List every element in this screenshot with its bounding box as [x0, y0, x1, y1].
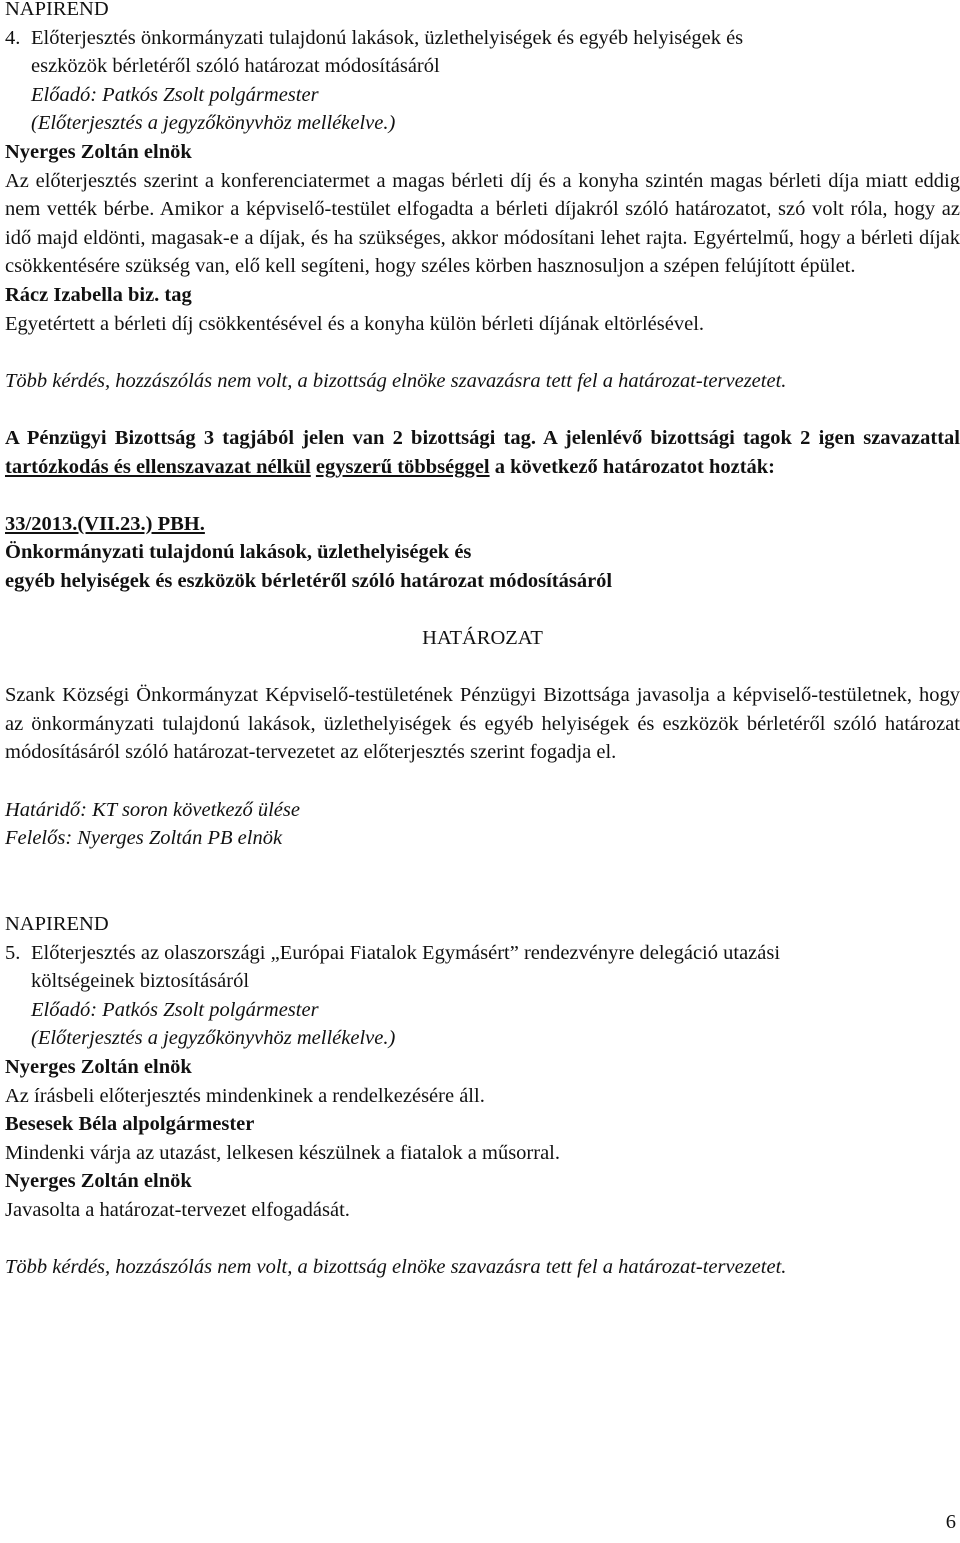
speaker-name: Rácz Izabella biz. tag — [5, 283, 192, 306]
resolution-number: 33/2013.(VII.23.) PBH. — [5, 512, 205, 535]
agenda-number: 5. — [5, 941, 21, 964]
document-page — [5, 0, 960, 1282]
deadline: Határidő: KT soron következő ülése — [5, 798, 300, 821]
quorum-statement: A Pénzügyi Bizottság 3 tagjából jelen van 2 bizottsági tag. A jelenlévő bizottsági tagok 2 igen szavazattal tartózkodás és ellenszavazat nélkül egyszerű többséggel a következő határozatot hozták: — [5, 426, 960, 478]
speaker-name: Nyerges Zoltán elnök — [5, 140, 192, 163]
page-number: 6 — [945, 1511, 956, 1533]
agenda-number: 4. — [5, 26, 21, 49]
attachment-note: (Előterjesztés a jegyzőkönyvhöz mellékelve.) — [31, 112, 396, 135]
speaker-name: Besesek Béla alpolgármester — [5, 1113, 255, 1136]
closing-note: Több kérdés, hozzászólás nem volt, a bizottság elnöke szavazásra tett fel a határozat-tervezetet. — [5, 1256, 787, 1279]
agenda-heading: NAPIREND — [5, 913, 109, 935]
speech-text: Javasolta a határozat-tervezet elfogadását. — [5, 1198, 350, 1221]
responsible: Felelős: Nyerges Zoltán PB elnök — [5, 827, 283, 850]
speaker-name: Nyerges Zoltán elnök — [5, 1170, 192, 1193]
quorum-underlined: egyszerű többséggel — [315, 455, 490, 478]
resolution-subject: Önkormányzati tulajdonú lakások, üzlethelyiségek és egyéb helyiségek és eszközök bérletéről szóló határozat módosításáról — [5, 541, 613, 592]
closing-note: Több kérdés, hozzászólás nem volt, a bizottság elnöke szavazásra tett fel a határozat-tervezetet. — [5, 369, 787, 392]
speech-text: Az előterjesztés szerint a konferenciatermet a magas bérleti díj és a konyha szintén magas bérleti díja miatt eddig nem vették bérbe. Amikor a képviselő-testület elfogadta a bérleti díjakról szóló határozatot, szó volt róla, hogy az idő majd eldönti, magasak-e a díjak, és ha szükséges, akkor módosítani lehet rajta. Egyértelmű, hogy a bérleti díjak csökkentésére szükség van, elő kell segíteni, hogy széles körben hasznosuljon a szépen felújított épület. — [5, 169, 960, 278]
resolution-heading: HATÁROZAT — [422, 627, 543, 650]
presenter: Előadó: Patkós Zsolt polgármester — [31, 998, 319, 1021]
agenda-title-line: eszközök bérletéről szóló határozat módosításáról — [31, 55, 440, 78]
quorum-underlined: tartózkodás és ellenszavazat nélkül — [5, 455, 311, 478]
agenda-heading: NAPIREND — [5, 0, 109, 20]
speaker-name: Nyerges Zoltán elnök — [5, 1055, 192, 1078]
agenda-item-5 — [5, 910, 960, 1282]
agenda-item-4 — [5, 0, 960, 853]
speech-text: Egyetértett a bérleti díj csökkentésével és a konyha külön bérleti díjának eltörlésével. — [5, 312, 705, 335]
attachment-note: (Előterjesztés a jegyzőkönyvhöz mellékelve.) — [31, 1027, 396, 1050]
agenda-title-line: Előterjesztés az olaszországi „Európai Fiatalok Egymásért” rendezvényre delegáció utazási — [31, 941, 781, 964]
agenda-title-line: Előterjesztés önkormányzati tulajdonú lakások, üzlethelyiségek és egyéb helyiségek és — [31, 26, 744, 49]
speech-text: Az írásbeli előterjesztés mindenkinek a rendelkezésére áll. — [5, 1084, 485, 1107]
agenda-title — [5, 24, 960, 81]
resolution-text: Szank Községi Önkormányzat Képviselő-testületének Pénzügyi Bizottsága javasolja a képviselő-testületnek, hogy az önkormányzati tulajdonú lakások, üzlethelyiségek és egyéb helyiségek és eszközök bérletéről szóló határozat módosításáról szóló határozat-tervezetet az előterjesztés szerint fogadja el. — [5, 684, 960, 764]
agenda-title — [5, 939, 960, 996]
agenda-title-line: költségeinek biztosításáról — [31, 970, 250, 993]
speech-text: Mindenki várja az utazást, lelkesen készülnek a fiatalok a műsorral. — [5, 1141, 560, 1164]
presenter: Előadó: Patkós Zsolt polgármester — [31, 83, 319, 106]
